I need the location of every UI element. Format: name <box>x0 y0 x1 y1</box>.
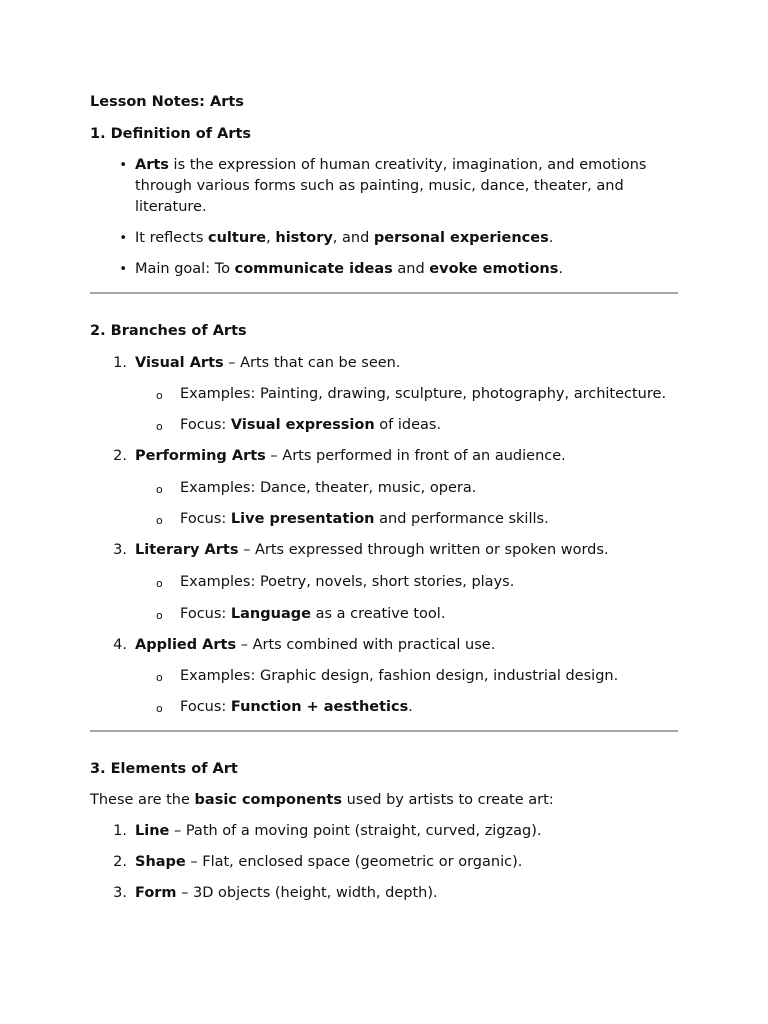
list-item-literary-arts: 3. Literary Arts – Arts expressed through written or spoken words. <box>90 540 678 561</box>
list-number: 2. <box>113 854 127 870</box>
section-heading-definition: 1. Definition of Arts <box>90 126 252 142</box>
list-number: 2. <box>113 448 127 464</box>
list-item-line: 1. Line – Path of a moving point (straight, curved, zigzag). <box>90 821 678 842</box>
list-item-visual-arts: 1. Visual Arts – Arts that can be seen. <box>90 353 678 374</box>
section-heading-branches: 2. Branches of Arts <box>90 323 247 339</box>
section-divider <box>90 292 678 294</box>
sub-list-item: o Focus: Visual expression of ideas. <box>90 415 678 436</box>
circle-bullet-icon: o <box>156 420 163 433</box>
circle-bullet-icon: o <box>156 577 163 590</box>
list-item-shape: 2. Shape – Flat, enclosed space (geometric or organic). <box>90 852 678 873</box>
circle-bullet-icon: o <box>156 483 163 496</box>
sub-list-item: o Focus: Live presentation and performance skills. <box>90 509 678 530</box>
sub-list-item: o Examples: Dance, theater, music, opera. <box>90 478 678 499</box>
list-number: 1. <box>113 355 127 371</box>
section-heading-elements: 3. Elements of Art <box>90 761 238 777</box>
list-number: 3. <box>113 542 127 558</box>
circle-bullet-icon: o <box>156 702 163 715</box>
list-item: • Main goal: To communicate ideas and evoke emotions. <box>90 259 678 280</box>
circle-bullet-icon: o <box>156 389 163 402</box>
list-number: 4. <box>113 637 127 653</box>
list-item: • Arts is the expression of human creativity, imagination, and emotions through various forms such as painting, music, dance, theater, and literature. <box>90 155 678 218</box>
document-title: Lesson Notes: Arts <box>90 94 244 110</box>
list-number: 3. <box>113 885 127 901</box>
bullet-icon: • <box>119 262 127 277</box>
list-item-form: 3. Form – 3D objects (height, width, depth). <box>90 883 678 904</box>
section-divider <box>90 730 678 732</box>
section-intro: These are the basic components used by artists to create art: <box>90 792 554 808</box>
bullet-icon: • <box>119 158 127 173</box>
sub-list-item: o Examples: Poetry, novels, short stories, plays. <box>90 572 678 593</box>
bullet-icon: • <box>119 231 127 246</box>
sub-list-item: o Examples: Painting, drawing, sculpture, photography, architecture. <box>90 384 678 405</box>
list-item-applied-arts: 4. Applied Arts – Arts combined with practical use. <box>90 635 678 656</box>
sub-list-item: o Examples: Graphic design, fashion design, industrial design. <box>90 666 678 687</box>
circle-bullet-icon: o <box>156 609 163 622</box>
list-number: 1. <box>113 823 127 839</box>
sub-list-item: o Focus: Function + aesthetics. <box>90 697 678 718</box>
circle-bullet-icon: o <box>156 671 163 684</box>
sub-list-item: o Focus: Language as a creative tool. <box>90 604 678 625</box>
lesson-notes-document <box>90 92 678 914</box>
list-item: • It reflects culture, history, and personal experiences. <box>90 228 678 249</box>
circle-bullet-icon: o <box>156 514 163 527</box>
list-item-performing-arts: 2. Performing Arts – Arts performed in front of an audience. <box>90 446 678 467</box>
